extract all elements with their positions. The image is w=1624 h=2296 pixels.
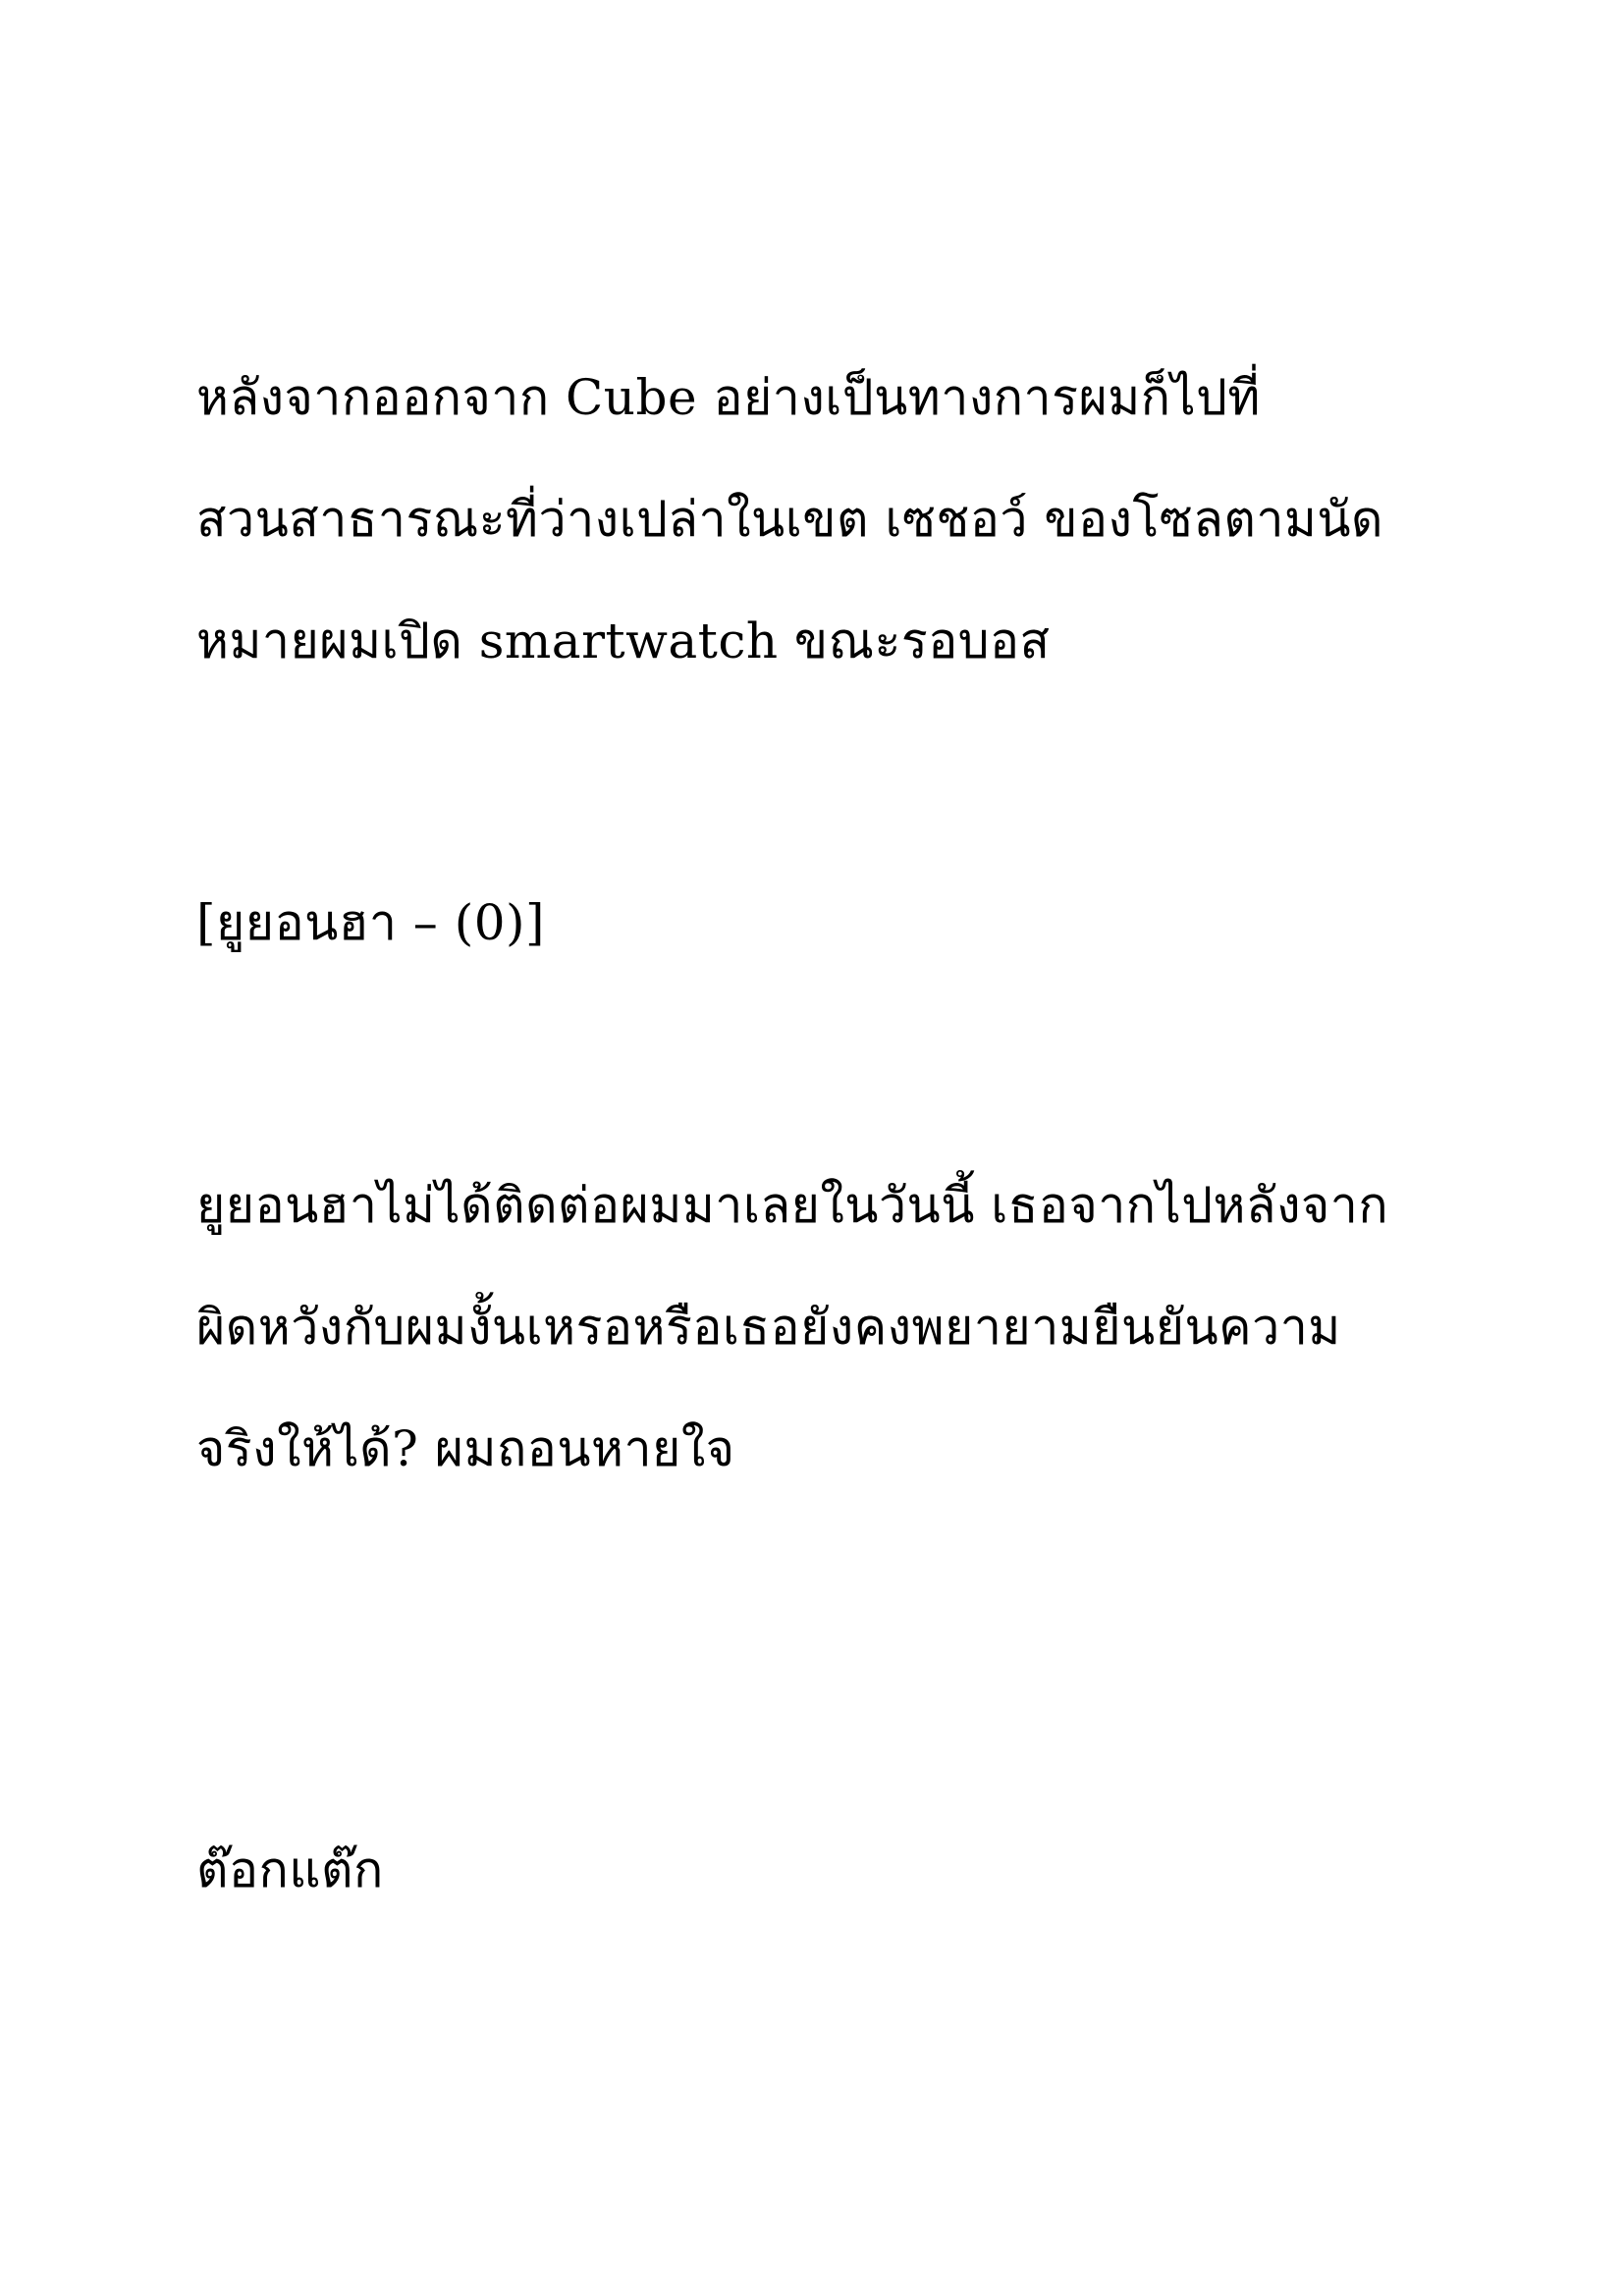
paragraph-1-line-2: สวนสาธารณะที่ว่างเปล่าในเขต เซชอว์ ของโซลตามนัด bbox=[196, 491, 1384, 548]
paragraph-2-line-3: จริงให้ได้? ผมถอนหายใจ bbox=[196, 1420, 735, 1477]
sound-effect-text: ต๊อกแต๊ก bbox=[196, 1842, 384, 1898]
status-line: [ยูยอนฮา – (0)] bbox=[196, 894, 546, 951]
paragraph-1-line-3: หมายผมเปิด smartwatch ขณะรอบอส bbox=[196, 613, 1051, 669]
paragraph-1-line-1: หลังจากออกจาก Cube อย่างเป็นทางการผมก็ไปที่ bbox=[196, 369, 1261, 426]
paragraph-2-line-2: ผิดหวังกับผมงั้นเหรอหรือเธอยังคงพยายามยืนยันความ bbox=[196, 1299, 1341, 1356]
paragraph-2-line-1: ยูยอนฮาไม่ได้ติดต่อผมมาเลยในวันนี้ เธอจากไปหลังจาก bbox=[196, 1177, 1389, 1234]
